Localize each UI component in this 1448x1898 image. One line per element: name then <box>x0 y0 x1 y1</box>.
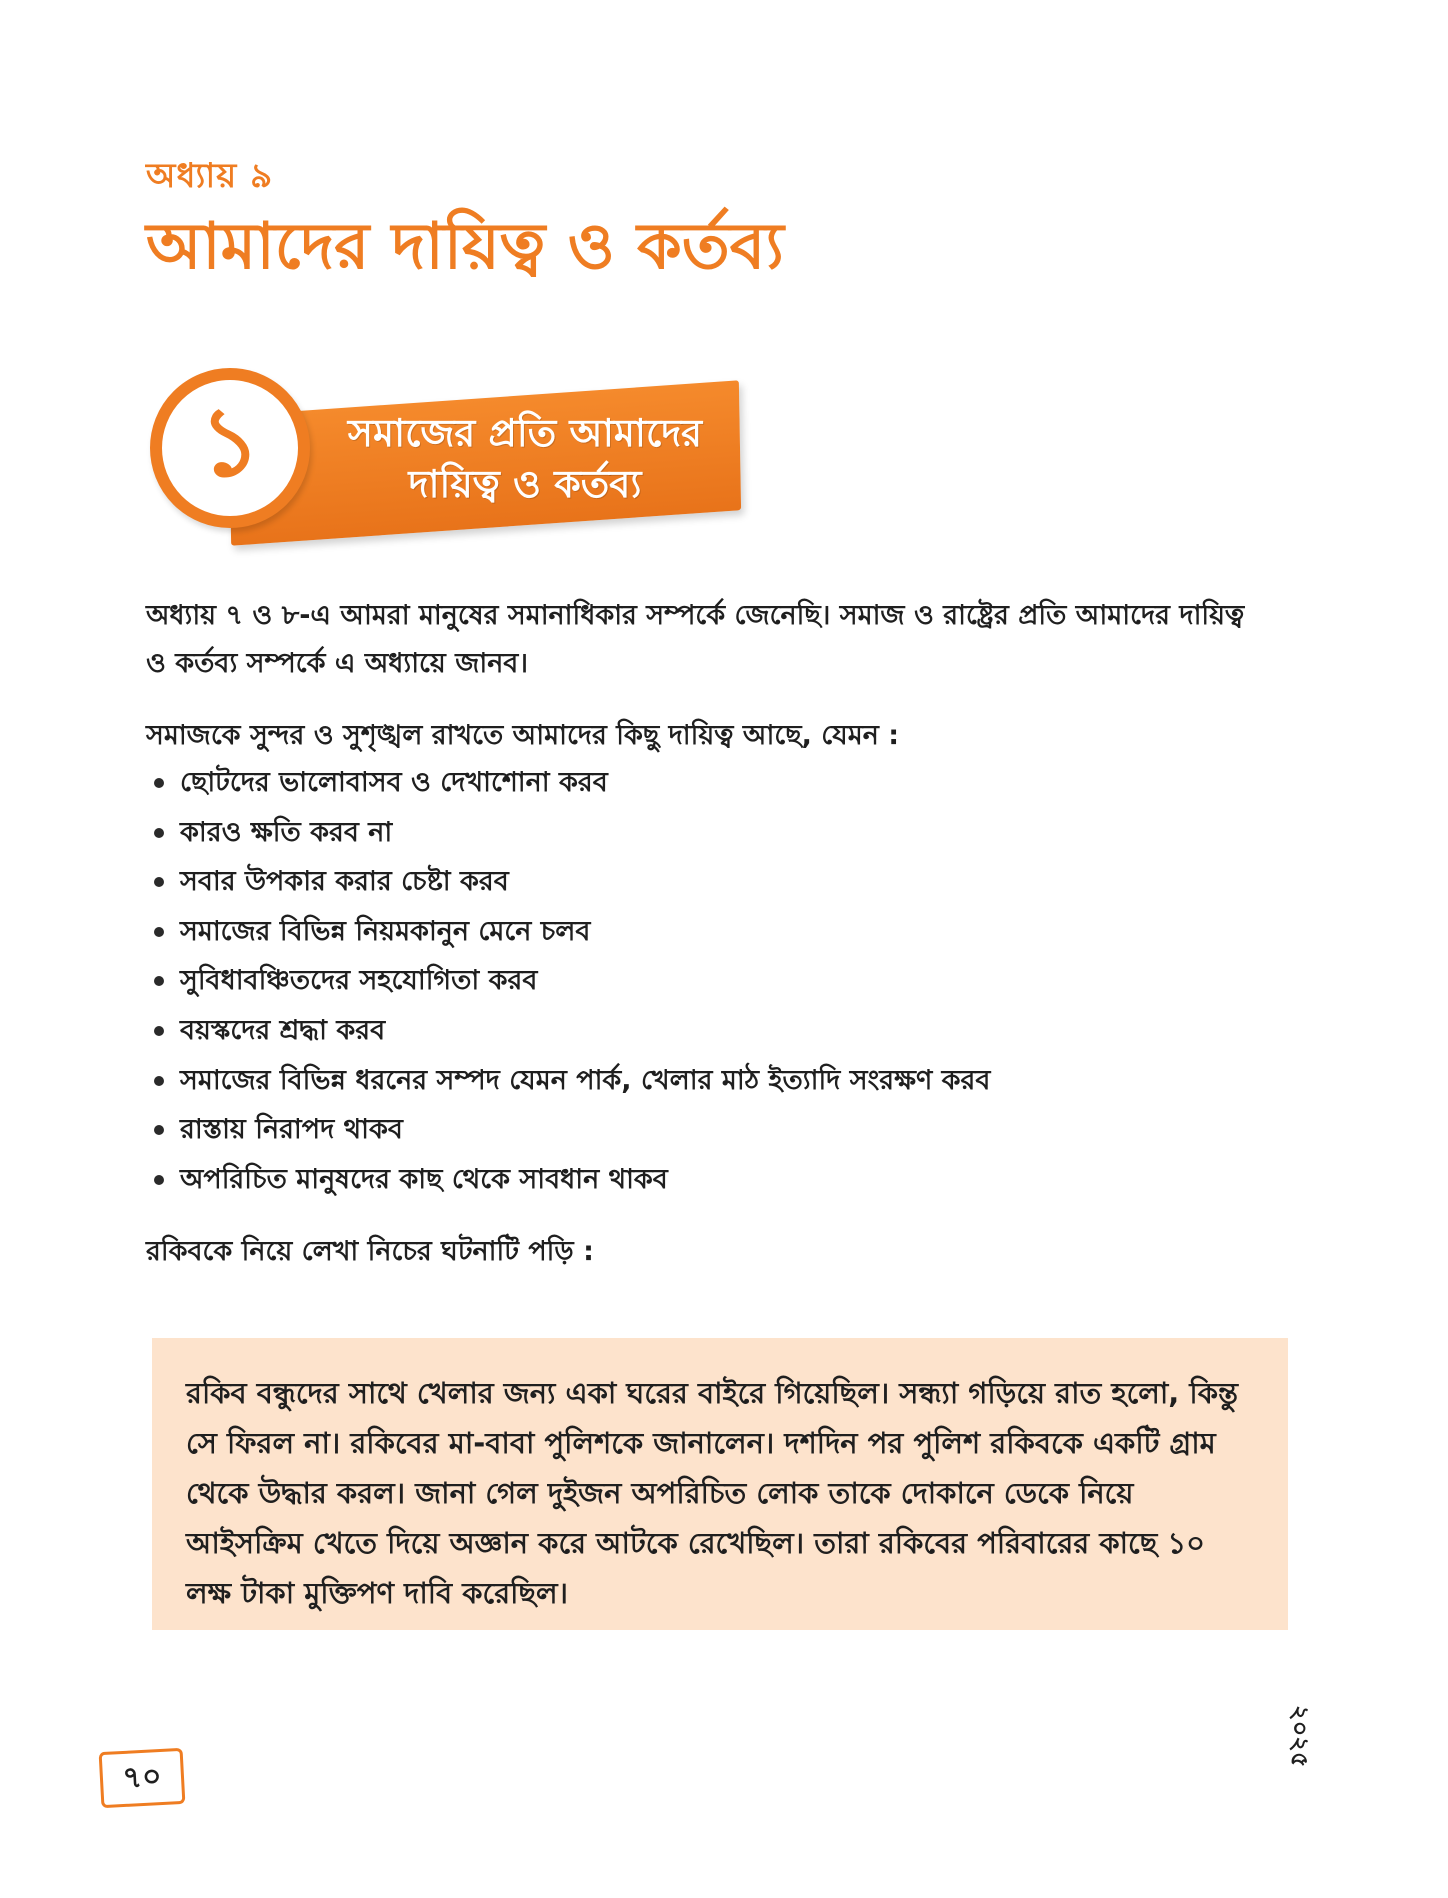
list-item: সমাজের বিভিন্ন ধরনের সম্পদ যেমন পার্ক, খেলার মাঠ ইত্যাদি সংরক্ষণ করব <box>146 1056 1256 1106</box>
story-intro: রকিবকে নিয়ে লেখা নিচের ঘটনাটি পড়ি : <box>146 1236 594 1267</box>
side-note: ২০২৫ <box>1286 1705 1314 1768</box>
bullet-icon <box>154 1175 164 1185</box>
chapter-title: আমাদের দায়িত্ব ও কর্তব্য <box>146 210 784 284</box>
section-number: ১ <box>150 368 310 528</box>
bullet-icon <box>154 927 164 937</box>
list-intro: সমাজকে সুন্দর ও সুশৃঙ্খল রাখতে আমাদের কিছু দায়িত্ব আছে, যেমন : <box>146 720 900 751</box>
bullet-icon <box>154 1076 164 1086</box>
list-item: অপরিচিত মানুষদের কাছ থেকে সাবধান থাকব <box>146 1155 1256 1205</box>
bullet-icon <box>154 828 164 838</box>
bullet-icon <box>154 976 164 986</box>
page-number: ৭০ <box>99 1748 186 1808</box>
list-item: কারও ক্ষতি করব না <box>146 808 1256 858</box>
list-item: ছোটদের ভালোবাসব ও দেখাশোনা করব <box>146 758 1256 808</box>
bullet-icon <box>154 877 164 887</box>
intro-paragraph: অধ্যায় ৭ ও ৮-এ আমরা মানুষের সমানাধিকার সম্পর্কে জেনেছি। সমাজ ও রাষ্ট্রের প্রতি আমাদের দায়িত্ব ও কর্তব্য সম্পর্কে এ অধ্যায়ে জানব। <box>146 600 1245 679</box>
list-item: বয়স্কদের শ্রদ্ধা করব <box>146 1006 1256 1056</box>
bullet-icon <box>154 1125 164 1135</box>
list-item: সমাজের বিভিন্ন নিয়মকানুন মেনে চলব <box>146 907 1256 957</box>
section-banner <box>150 368 750 548</box>
bullet-icon <box>154 1026 164 1036</box>
bullet-icon <box>154 778 164 788</box>
section-title <box>325 408 725 511</box>
chapter-label: অধ্যায় ৯ <box>146 156 274 196</box>
list-item: সুবিধাবঞ্চিতদের সহযোগিতা করব <box>146 956 1256 1006</box>
section-title-line1: সমাজের প্রতি আমাদের <box>347 411 703 455</box>
list-item: সবার উপকার করার চেষ্টা করব <box>146 857 1256 907</box>
section-title-line2: দায়িত্ব ও কর্তব্য <box>408 462 642 507</box>
responsibility-list <box>146 758 1256 1204</box>
story-box: রকিব বন্ধুদের সাথে খেলার জন্য একা ঘরের বাইরে গিয়েছিল। সন্ধ্যা গড়িয়ে রাত হলো, কিন্তু সে ফিরল না। রকিবের মা-বাবা পুলিশকে জানালেন। দশদিন পর পুলিশ রকিবকে একটি গ্রাম থেকে উদ্ধার করল। জানা গেল দুইজন অপরিচিত লোক তাকে দোকানে ডেকে নিয়ে আইসক্রিম খেতে দিয়ে অজ্ঞান করে আটকে রেখেছিল। তারা রকিবের পরিবারের কাছে ১০ লক্ষ টাকা মুক্তিপণ দাবি করেছিল। <box>152 1338 1288 1630</box>
list-item: রাস্তায় নিরাপদ থাকব <box>146 1105 1256 1155</box>
